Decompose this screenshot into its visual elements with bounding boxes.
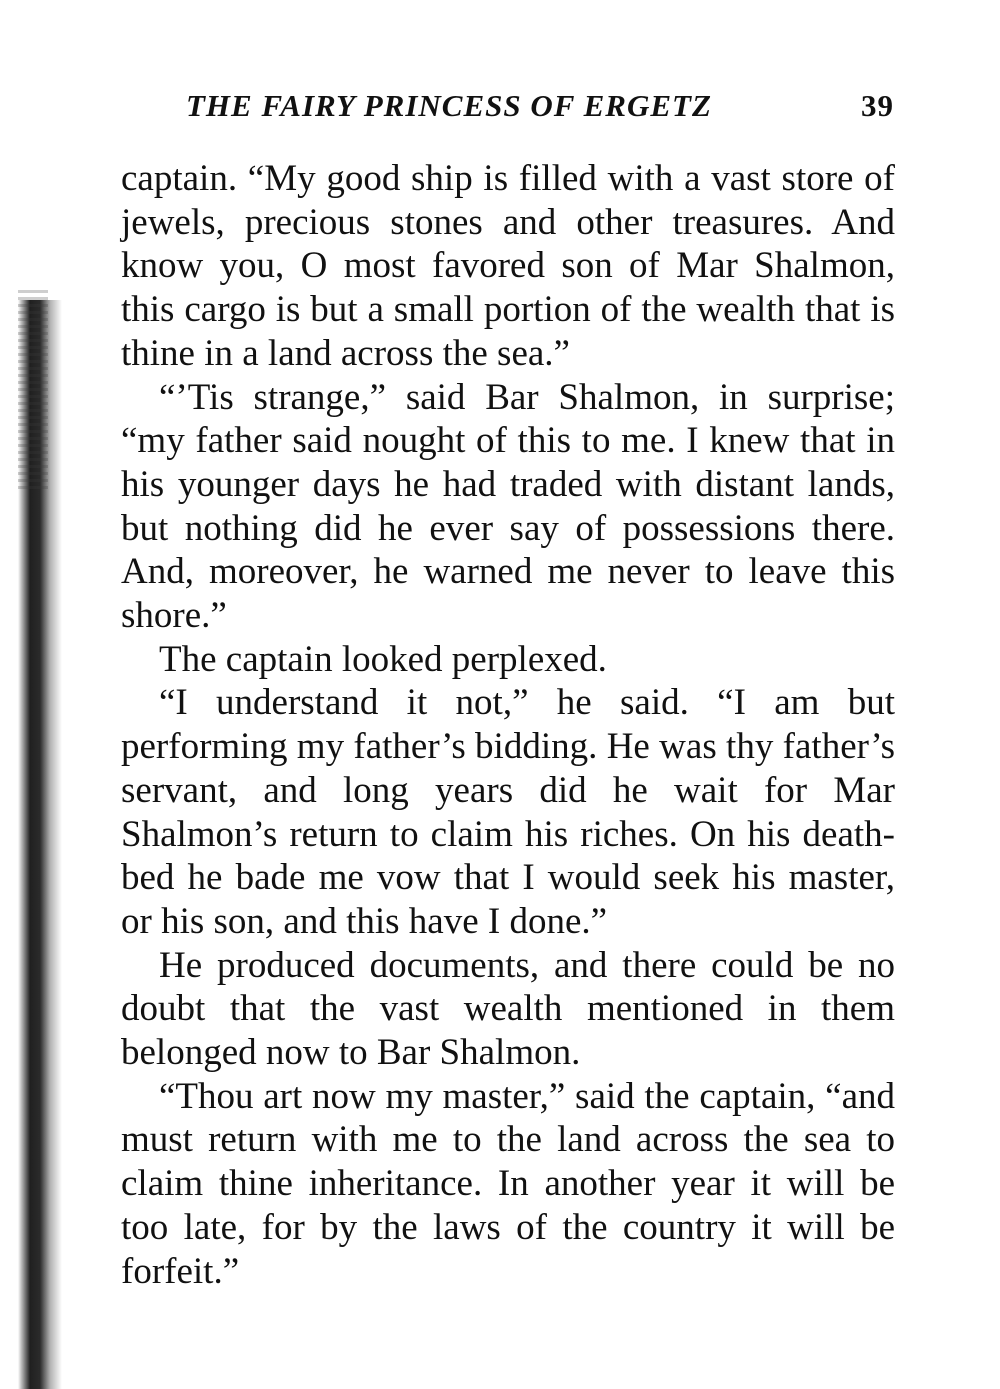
paragraph: “Thou art now my master,” said the captain, “and must return with me to the land across the sea to claim thine inheritance. In another year it will be too late, for by the laws of the country it will be forfeit.” — [121, 1075, 895, 1292]
paragraph-continued: captain. “My good ship is filled with a vast store of jewels, precious stones and other treasures. And know you, O most favored son of Mar Shalmon, this cargo is but a small portion of the wealth that is thine in a land across the sea.” — [121, 158, 895, 374]
paragraph: He produced documents, and there could be no doubt that the vast wealth mentioned in them belonged now to Bar Shalmon. — [121, 944, 895, 1074]
binding-texture — [18, 290, 48, 490]
body-text — [121, 157, 895, 1293]
running-header — [186, 88, 894, 124]
paragraph: “’Tis strange,” said Bar Shalmon, in surprise; “my father said nought of this to me. I knew that in his younger days he had traded with distant lands, but nothing did he ever say of possessions there. And, moreover, he warned me never to leave this shore.” — [121, 376, 895, 637]
running-title: THE FAIRY PRINCESS OF ERGETZ — [186, 88, 712, 123]
paragraph: The captain looked perplexed. — [159, 638, 607, 680]
page-number: 39 — [861, 88, 894, 123]
paragraph: “I understand it not,” he said. “I am but performing my father’s bidding. He was thy father’s servant, and long years did he wait for Mar Shalmon’s return to claim his riches. On his death-bed he bade me vow that I would seek his master, or his son, and this have I done.” — [121, 682, 895, 942]
